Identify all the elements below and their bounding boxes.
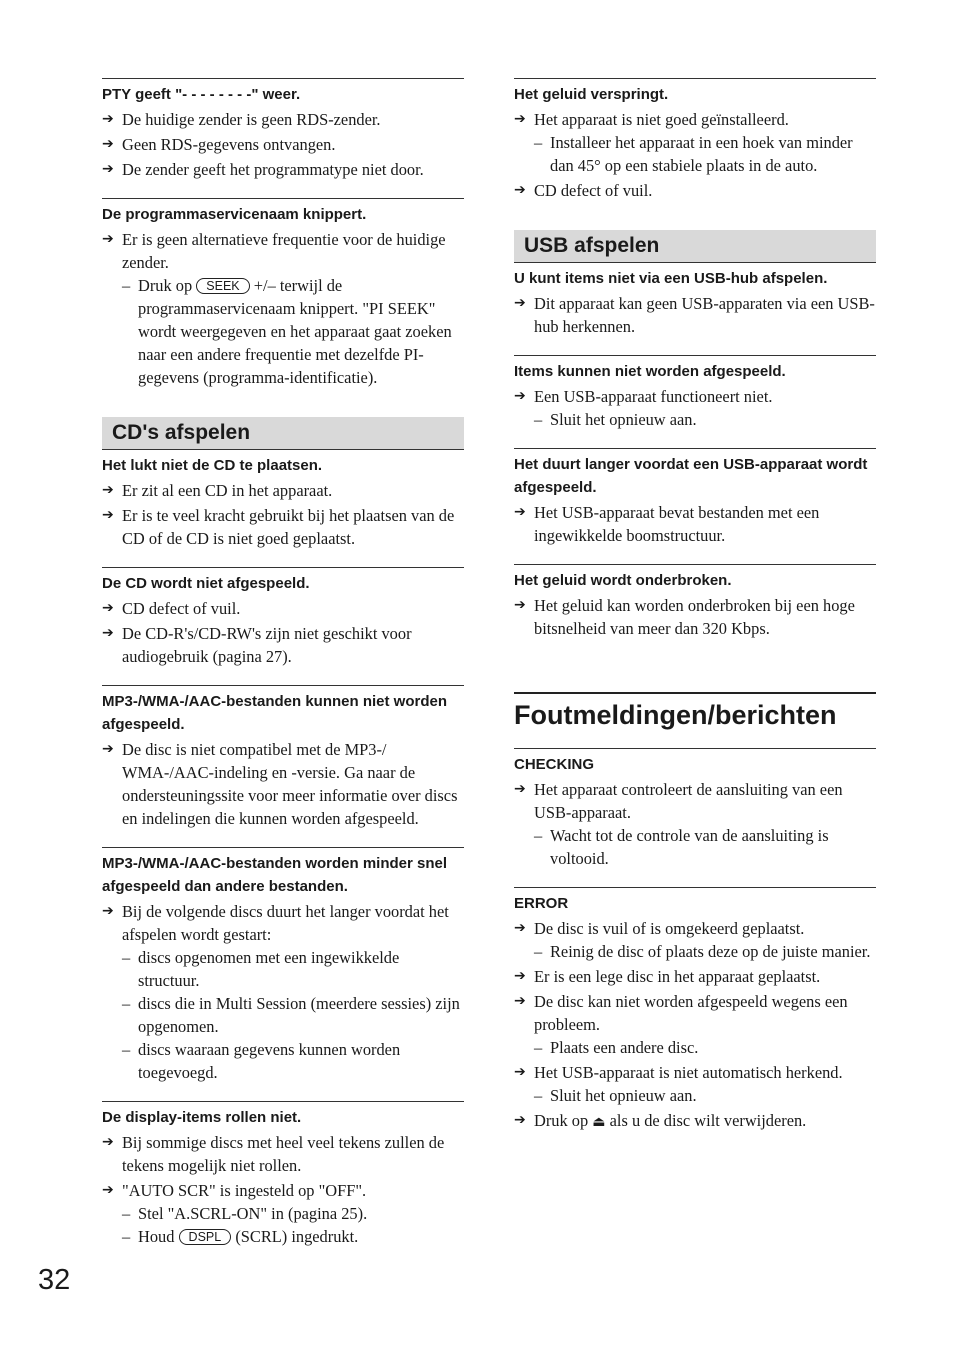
list-item: ➔ De zender geeft het programmatype niet door. bbox=[102, 160, 424, 179]
list-item: ➔ Bij de volgende discs duurt het langer voordat het afspelen wordt gestart: bbox=[102, 902, 449, 944]
block-title: Het geluid verspringt. bbox=[514, 86, 669, 103]
left-column bbox=[102, 78, 464, 1248]
usb-hub-block bbox=[514, 263, 876, 338]
checking-block bbox=[514, 748, 876, 870]
arrow-right-icon: ➔ bbox=[102, 1134, 114, 1150]
arrow-right-icon: ➔ bbox=[514, 1064, 526, 1080]
list-item: ➔ Bij sommige discs met heel veel tekens zullen de tekens mogelijk niet rollen. bbox=[102, 1133, 445, 1175]
arrow-right-icon: ➔ bbox=[102, 625, 114, 641]
block-title: Het duurt langer voordat een USB-apparaat wordt afgespeeld. bbox=[514, 456, 868, 496]
arrow-right-icon: ➔ bbox=[514, 295, 526, 311]
sub-item: – Plaats een andere disc. bbox=[534, 1038, 699, 1057]
arrow-right-icon: ➔ bbox=[514, 968, 526, 984]
sub-item: – Wacht tot de controle van de aansluiting is voltooid. bbox=[534, 826, 829, 868]
list-item: ➔ De disc is niet compatibel met de MP3-/ WMA-/AAC-indeling en -versie. Ga naar de ondersteuningssite voor meer informatie over discs en indelingen die kunnen worden afgespeeld. bbox=[102, 740, 458, 828]
mp3-play-block bbox=[102, 685, 464, 830]
arrow-right-icon: ➔ bbox=[102, 600, 114, 616]
block-title: De CD wordt niet afgespeeld. bbox=[102, 575, 310, 592]
sub-item: – Druk op SEEK +/– terwijl de programmaservicenaam knippert. "PI SEEK" wordt weergegeven en het apparaat gaat zoeken naar een andere frequentie met dezelfde PI-gegevens (programma-identificatie). bbox=[122, 276, 452, 387]
list-item: ➔ "AUTO SCR" is ingesteld op "OFF". bbox=[102, 1181, 367, 1200]
arrow-right-icon: ➔ bbox=[514, 111, 526, 127]
eject-icon: ⏏ bbox=[592, 1114, 606, 1130]
arrow-right-icon: ➔ bbox=[102, 1182, 114, 1198]
arrow-right-icon: ➔ bbox=[514, 1112, 526, 1128]
list-item: ➔ Een USB-apparaat functioneert niet. bbox=[514, 387, 773, 406]
sub-item: – discs die in Multi Session (meerdere sessies) zijn opgenomen. bbox=[122, 994, 460, 1036]
list-item: ➔ Dit apparaat kan geen USB-apparaten via een USB-hub herkennen. bbox=[514, 294, 875, 336]
block-title: PTY geeft "- - - - - - - -" weer. bbox=[102, 86, 301, 103]
psn-block bbox=[102, 198, 464, 389]
block-title: MP3-/WMA-/AAC-bestanden worden minder snel afgespeeld dan andere bestanden. bbox=[102, 855, 448, 895]
arrow-right-icon: ➔ bbox=[514, 182, 526, 198]
arrow-right-icon: ➔ bbox=[102, 136, 114, 152]
arrow-right-icon: ➔ bbox=[102, 231, 114, 247]
section-header-errors: Foutmeldingen/berichten bbox=[514, 692, 876, 734]
list-item: ➔ Geen RDS-gegevens ontvangen. bbox=[102, 135, 336, 154]
arrow-right-icon: ➔ bbox=[514, 993, 526, 1009]
usb-items-block bbox=[514, 355, 876, 431]
list-item: ➔ Het geluid kan worden onderbroken bij een hoge bitsnelheid van meer dan 320 Kbps. bbox=[514, 596, 855, 638]
list-item: ➔ Er zit al een CD in het apparaat. bbox=[102, 481, 333, 500]
sub-item: – Installeer het apparaat in een hoek van minder dan 45° op een stabiele plaats in de auto. bbox=[534, 133, 853, 175]
list-item: ➔ De disc kan niet worden afgespeeld wegens een probleem. bbox=[514, 992, 848, 1034]
list-item: ➔ Druk op ⏏ als u de disc wilt verwijderen. bbox=[514, 1111, 807, 1130]
block-title: De display-items rollen niet. bbox=[102, 1109, 302, 1126]
arrow-right-icon: ➔ bbox=[102, 507, 114, 523]
error-block bbox=[514, 887, 876, 1134]
list-item: ➔ Het apparaat is niet goed geïnstalleerd. bbox=[514, 110, 789, 129]
cd-insert-block bbox=[102, 450, 464, 550]
block-title: Het lukt niet de CD te plaatsen. bbox=[102, 457, 323, 474]
mp3-slow-block bbox=[102, 847, 464, 1084]
usb-slow-block bbox=[514, 448, 876, 547]
list-item: ➔ Er is te veel kracht gebruikt bij het plaatsen van de CD of de CD is niet goed geplaatst. bbox=[102, 506, 455, 548]
arrow-right-icon: ➔ bbox=[102, 111, 114, 127]
block-title: ERROR bbox=[514, 895, 569, 912]
arrow-right-icon: ➔ bbox=[514, 504, 526, 520]
list-item: ➔ Er is een lege disc in het apparaat geplaatst. bbox=[514, 967, 821, 986]
block-title: MP3-/WMA-/AAC-bestanden kunnen niet worden afgespeeld. bbox=[102, 693, 447, 733]
block-title: Items kunnen niet worden afgespeeld. bbox=[514, 363, 786, 380]
sound-skip-block bbox=[514, 78, 876, 202]
arrow-right-icon: ➔ bbox=[514, 781, 526, 797]
arrow-right-icon: ➔ bbox=[514, 388, 526, 404]
pty-block bbox=[102, 78, 464, 181]
list-item: ➔ Het USB-apparaat is niet automatisch herkend. bbox=[514, 1063, 843, 1082]
sub-item: – Reinig de disc of plaats deze op de juiste manier. bbox=[534, 942, 871, 961]
dspl-button-label: DSPL bbox=[179, 1229, 232, 1245]
arrow-right-icon: ➔ bbox=[102, 741, 114, 757]
seek-button-label: SEEK bbox=[196, 278, 249, 294]
section-header-cd: CD's afspelen bbox=[102, 417, 464, 450]
block-title: De programmaservicenaam knippert. bbox=[102, 206, 367, 223]
list-item: ➔ Er is geen alternatieve frequentie voor de huidige zender. bbox=[102, 230, 446, 272]
arrow-right-icon: ➔ bbox=[514, 920, 526, 936]
arrow-right-icon: ➔ bbox=[514, 597, 526, 613]
display-scroll-block bbox=[102, 1101, 464, 1248]
sub-item: – discs opgenomen met een ingewikkelde structuur. bbox=[122, 948, 400, 990]
list-item: ➔ De disc is vuil of is omgekeerd geplaatst. bbox=[514, 919, 805, 938]
arrow-right-icon: ➔ bbox=[102, 903, 114, 919]
block-title: U kunt items niet via een USB-hub afspelen. bbox=[514, 270, 828, 287]
right-column bbox=[514, 78, 876, 1134]
arrow-right-icon: ➔ bbox=[102, 482, 114, 498]
list-item: ➔ CD defect of vuil. bbox=[102, 599, 241, 618]
block-title: CHECKING bbox=[514, 756, 595, 773]
sub-item: – discs waaraan gegevens kunnen worden toegevoegd. bbox=[122, 1040, 401, 1082]
block-title: Het geluid wordt onderbroken. bbox=[514, 572, 732, 589]
list-item: ➔ De CD-R's/CD-RW's zijn niet geschikt voor audiogebruik (pagina 27). bbox=[102, 624, 412, 666]
sub-item: – Sluit het opnieuw aan. bbox=[534, 410, 697, 429]
list-item: ➔ Het USB-apparaat bevat bestanden met een ingewikkelde boomstructuur. bbox=[514, 503, 820, 545]
section-header-usb: USB afspelen bbox=[514, 230, 876, 263]
list-item: ➔ Het apparaat controleert de aansluiting van een USB-apparaat. bbox=[514, 780, 843, 822]
list-item: ➔ CD defect of vuil. bbox=[514, 181, 653, 200]
sound-interrupt-block bbox=[514, 564, 876, 640]
list-item: ➔ De huidige zender is geen RDS-zender. bbox=[102, 110, 381, 129]
sub-item: – Sluit het opnieuw aan. bbox=[534, 1086, 697, 1105]
sub-item: – Houd DSPL (SCRL) ingedrukt. bbox=[122, 1227, 359, 1246]
cd-play-block bbox=[102, 567, 464, 668]
sub-item: – Stel "A.SCRL-ON" in (pagina 25). bbox=[122, 1204, 368, 1223]
arrow-right-icon: ➔ bbox=[102, 161, 114, 177]
page-number: 32 bbox=[38, 1264, 71, 1296]
